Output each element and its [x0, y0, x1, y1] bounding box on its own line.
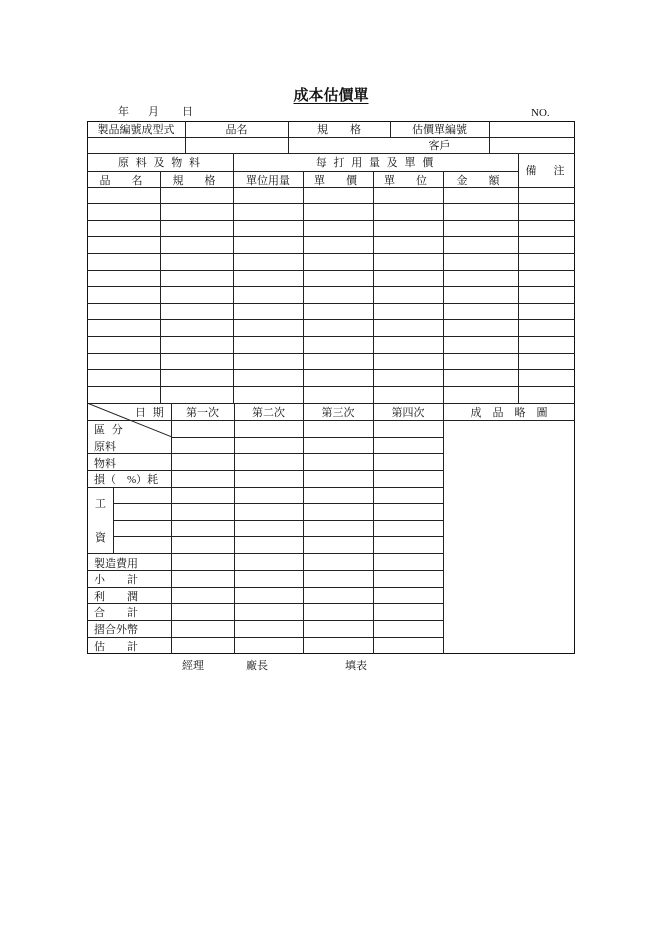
rule [87, 153, 575, 154]
remarks-header: 備 注 [525, 165, 568, 177]
form-title: 成本估價單 [293, 86, 369, 104]
table-row [87, 553, 443, 554]
col-header-amount: 金 額 [456, 175, 505, 187]
table-row [87, 353, 575, 354]
table-row [87, 637, 443, 638]
table-row [87, 470, 443, 471]
quote-number-header: 估價單編號 [412, 124, 467, 136]
col-header-fourth: 第四次 [391, 407, 425, 419]
row-label-foreign-currency: 摺合外幣 [94, 624, 138, 636]
signature-manager-label: 經理 [182, 660, 204, 672]
table-row [87, 603, 443, 604]
row-label-total: 合 計 [94, 607, 138, 619]
col-header-second: 第二次 [252, 407, 285, 419]
doc-number-label: NO. [531, 107, 550, 119]
table-row [113, 503, 443, 504]
table-row [87, 453, 443, 454]
sketch-header: 成 品 略 圖 [470, 407, 548, 419]
usage-price-group-header: 每 打 用 量 及 單 價 [315, 157, 436, 169]
table-row [113, 520, 443, 521]
table-row [87, 319, 575, 320]
table-row [171, 437, 443, 438]
row-label-wage-top: 工 [95, 498, 106, 510]
materials-group-header: 原 料 及 物 料 [118, 157, 202, 169]
row-label-manufacturing-cost: 製造費用 [94, 558, 138, 570]
signature-preparer-label: 填表 [345, 660, 367, 672]
rule [373, 403, 374, 654]
corner-category-label: 區 分 [94, 424, 125, 436]
table-row [87, 487, 443, 488]
rule [518, 153, 519, 403]
table-row [87, 570, 443, 571]
product-name-header: 品名 [225, 124, 248, 136]
table-row [113, 536, 443, 537]
date-month-label: 月 [148, 106, 159, 118]
table-row [87, 236, 575, 237]
table-row [87, 203, 575, 204]
table-row [87, 369, 575, 370]
customer-header: 客戶 [428, 140, 451, 152]
col-header-first: 第一次 [186, 407, 219, 419]
table-row [87, 303, 575, 304]
corner-date-label: 日 期 [135, 407, 166, 419]
col-header-unit-price: 單 價 [314, 175, 362, 187]
rule [489, 121, 490, 153]
col-header-third: 第三次 [321, 407, 355, 419]
table-row [87, 220, 575, 221]
row-label-raw-material: 原料 [94, 441, 116, 453]
date-day-label: 日 [182, 106, 193, 118]
table-row [87, 286, 575, 287]
row-label-subtotal: 小 計 [94, 574, 138, 586]
table-row [87, 620, 443, 621]
table-row [87, 253, 575, 254]
rule [87, 137, 575, 138]
table-row [87, 386, 575, 387]
col-header-unit: 單 位 [384, 175, 432, 187]
rule [443, 403, 444, 654]
col-header-unit-usage: 單位用量 [246, 175, 290, 187]
row-label-wage-bottom: 資 [95, 532, 106, 544]
col-header-spec: 規 格 [172, 175, 221, 187]
table-row [87, 270, 575, 271]
row-label-estimate: 估 計 [94, 641, 138, 653]
row-label-wastage: 損（ %）耗 [94, 474, 159, 486]
rule [234, 403, 235, 654]
signature-factory-head-label: 廠長 [246, 660, 268, 672]
rule [87, 420, 575, 421]
col-header-name: 品 名 [99, 175, 148, 187]
row-label-profit: 利 潤 [94, 591, 138, 603]
rule [303, 403, 304, 654]
date-year-label: 年 [118, 106, 129, 118]
rule [171, 403, 172, 654]
product-number-header: 製品編號成型式 [97, 124, 175, 136]
table-row [87, 336, 575, 337]
spec-header: 規 格 [317, 124, 361, 136]
table-row [87, 587, 443, 588]
row-label-supplies: 物料 [94, 458, 116, 470]
